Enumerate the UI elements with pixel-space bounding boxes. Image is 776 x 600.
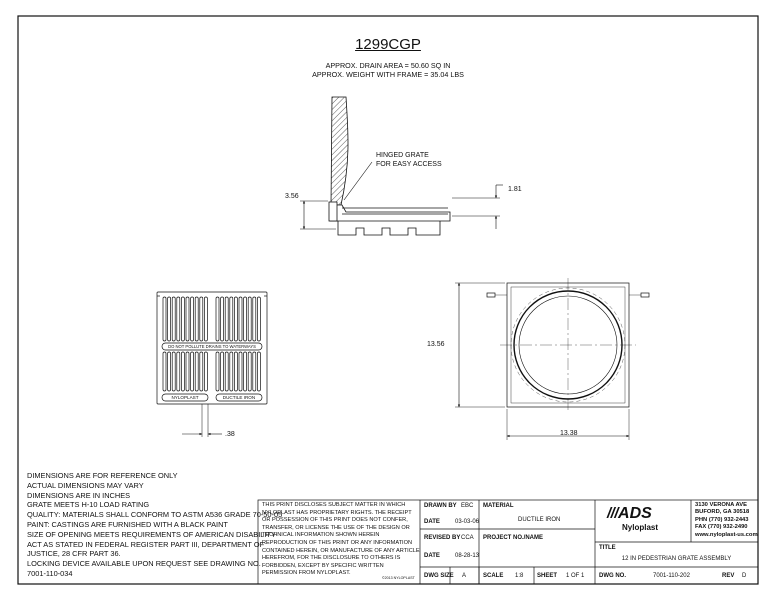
grate-slot xyxy=(234,297,237,341)
grate-slot xyxy=(204,297,207,341)
dim-bar-width: .38 xyxy=(225,431,235,438)
frame-body xyxy=(330,205,450,221)
revised-by-label: REVISED BY xyxy=(424,535,461,541)
grate-slot xyxy=(225,297,228,341)
material-label: MATERIAL xyxy=(483,503,514,509)
frame-plan-view xyxy=(455,278,649,440)
grate-slot xyxy=(168,352,171,391)
scale-value: 1:8 xyxy=(515,573,524,579)
rev-label: REV xyxy=(722,573,735,579)
grate-slot xyxy=(221,297,224,341)
grate-slot xyxy=(244,352,247,391)
grate-slot xyxy=(248,297,251,341)
grate-slot xyxy=(216,297,219,341)
hinge-callout xyxy=(376,151,442,169)
title-value: 12 IN PEDESTRIAN GRATE ASSEMBLY xyxy=(621,556,732,562)
frame-lower xyxy=(338,221,440,235)
address-line: www.nyloplast-us.com xyxy=(695,531,758,538)
grate-slot xyxy=(195,352,198,391)
general-notes xyxy=(27,471,282,579)
note-line: 7001-110-034 xyxy=(27,568,73,578)
grate-slot xyxy=(221,352,224,391)
address-line: FAX (770) 932-2490 xyxy=(695,524,748,531)
date-label-2: DATE xyxy=(424,553,440,559)
grate-slot xyxy=(181,297,184,341)
logo-stripes-icon: /// xyxy=(607,505,619,522)
callout-line-2: FOR EASY ACCESS xyxy=(376,161,442,168)
grate-slot xyxy=(257,297,260,341)
grate-slot xyxy=(191,297,194,341)
note-line: DIMENSIONS ARE FOR REFERENCE ONLY xyxy=(27,471,178,480)
scale-label: SCALE xyxy=(483,573,504,579)
note-line: ACT AS STATED IN FEDERAL REGISTER PART III, DEPARTMENT OF xyxy=(27,539,265,549)
grate-slot xyxy=(200,297,203,341)
grate-slot xyxy=(239,297,242,341)
copyright: ©2013 NYLOPLAST xyxy=(382,576,415,580)
grate-slot xyxy=(195,297,198,341)
date-value-2: 08-28-13 xyxy=(455,553,480,559)
grate-slot xyxy=(257,352,260,391)
grate-slot xyxy=(191,352,194,391)
grate-brand-text: NYLOPLAST xyxy=(171,395,199,400)
sheet-value: 1 OF 1 xyxy=(566,573,585,579)
dwg-no-value: 7001-110-202 xyxy=(653,573,690,579)
grate-slot xyxy=(253,297,256,341)
grate-warning-text: DO NOT POLLUTE DRAINS TO WATERWAYS xyxy=(168,344,256,349)
address-line: PHN (770) 932-2443 xyxy=(695,516,749,523)
dim-plan-width: 13.38 xyxy=(560,430,578,437)
hinged-grate xyxy=(331,97,348,205)
dim-plan-height: 13.56 xyxy=(427,341,445,348)
note-line: QUALITY: MATERIALS SHALL CONFORM TO ASTM A536 GRADE 70-50-05 xyxy=(27,510,283,520)
grate-slot xyxy=(163,297,166,341)
note-line: SIZE OF OPENING MEETS REQUIREMENTS OF AMERICAN DISABILITY xyxy=(27,529,276,539)
grate-plan-view xyxy=(157,292,267,437)
drawn-by-value: EBC xyxy=(461,503,474,509)
note-line: GRATE MEETS H-10 LOAD RATING xyxy=(27,500,150,510)
weight-note: APPROX. WEIGHT WITH FRAME = 35.04 LBS xyxy=(312,70,464,79)
ads-logo xyxy=(607,505,652,523)
grate-slot xyxy=(177,352,180,391)
grate-material-text: DUCTILE IRON xyxy=(222,395,256,400)
note-line: LOCKING DEVICE AVAILABLE UPON REQUEST SEE DRAWING NO. xyxy=(27,559,261,569)
note-line: JUSTICE, 28 CFR PART 36. xyxy=(27,549,121,559)
grate-slot xyxy=(181,352,184,391)
grate-slot xyxy=(253,352,256,391)
grate-slot xyxy=(186,297,189,341)
note-line: DIMENSIONS ARE IN INCHES xyxy=(27,490,131,500)
grate-slot xyxy=(225,352,228,391)
rev-value: D xyxy=(742,573,747,579)
dwg-size-value: A xyxy=(462,573,467,579)
drawing-model-title: 1299CGP xyxy=(355,36,421,53)
drain-area-note: APPROX. DRAIN AREA = 50.60 SQ IN xyxy=(325,61,451,70)
note-line: ACTUAL DIMENSIONS MAY VARY xyxy=(27,480,144,490)
grate-slot xyxy=(200,352,203,391)
grate-slot xyxy=(230,297,233,341)
logo-ads-text: ADS xyxy=(618,505,652,522)
grate-slot xyxy=(168,297,171,341)
grate-slot xyxy=(248,352,251,391)
date-label-1: DATE xyxy=(424,519,440,525)
project-label: PROJECT NO./NAME xyxy=(483,535,544,541)
dwg-no-label: DWG NO. xyxy=(599,573,626,579)
grate-slot xyxy=(204,352,207,391)
dim-left-height: 3.56 xyxy=(285,193,299,200)
grate-slot xyxy=(172,297,175,341)
dwg-size-label: DWG SIZE xyxy=(424,573,454,579)
grate-slot xyxy=(234,352,237,391)
grate-slot xyxy=(216,352,219,391)
address-line: 3130 VERONA AVE xyxy=(695,502,747,508)
grate-slot xyxy=(177,297,180,341)
revised-by-value: CCA xyxy=(461,535,474,541)
date-value-1: 03-03-06 xyxy=(455,519,480,525)
grate-slot xyxy=(244,297,247,341)
grate-slot xyxy=(186,352,189,391)
company-address xyxy=(695,502,758,539)
drawn-by-label: DRAWN BY xyxy=(424,503,457,509)
sheet-label: SHEET xyxy=(537,573,558,579)
title-label: TITLE xyxy=(599,545,616,551)
grate-slot xyxy=(163,352,166,391)
material-value: DUCTILE IRON xyxy=(518,517,561,523)
grate-slot xyxy=(172,352,175,391)
proprietary-disclaimer: THIS PRINT DISCLOSES SUBJECT MATTER IN WHICH NYLOPLAST HAS PROPRIETARY RIGHTS. THE RECEIPT OR POSSESSION OF THIS PRINT DOES NOT CONFER, TRANSFER, OR LICENSE THE USE OF THE DESIGN OR TECHNICAL INFORMATION SHOWN HEREIN REPRODUCTION OF THIS PRINT OR ANY INFORMATION CONTAINED HEREIN, OR MANUFACTURE OF ANY ARTICLE HEREFROM, FOR THE DISCLOSURE TO OTHERS IS FORBIDDEN, EXCEPT BY SPECIFIC WRITTEN PERMISSION FROM NYLOPLAST. xyxy=(262,502,420,577)
address-line: BUFORD, GA 30518 xyxy=(695,509,750,516)
note-line: PAINT: CASTINGS ARE FURNISHED WITH A BLACK PAINT xyxy=(27,519,228,529)
grate-slot xyxy=(239,352,242,391)
grate-slot xyxy=(230,352,233,391)
callout-line-1: HINGED GRATE xyxy=(376,152,429,159)
dim-right-height: 1.81 xyxy=(508,186,522,193)
logo-nyloplast-text: Nyloplast xyxy=(622,523,659,532)
